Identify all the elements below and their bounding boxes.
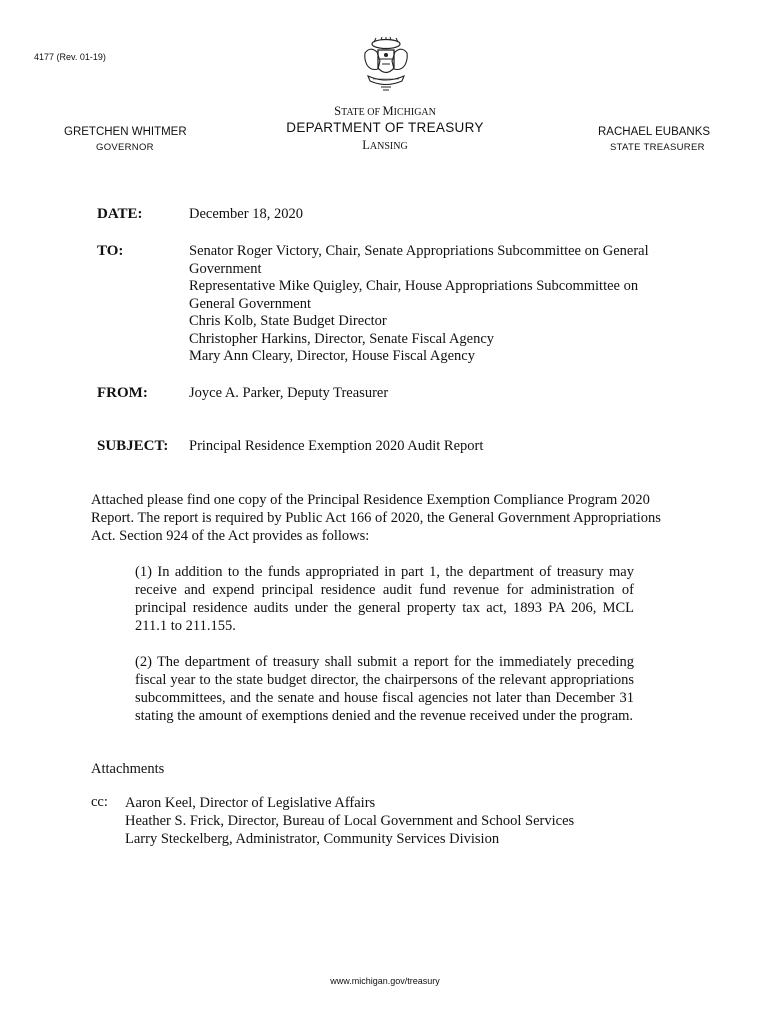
intro-line: Act. Section 924 of the Act provides as follows: xyxy=(91,528,370,544)
from-value: Joyce A. Parker, Deputy Treasurer xyxy=(189,385,389,401)
department-name: DEPARTMENT OF TREASURY xyxy=(286,120,484,135)
to-line: General Government xyxy=(189,295,311,312)
date-value: December 18, 2020 xyxy=(189,206,303,222)
cc-line: Aaron Keel, Director of Legislative Affairs xyxy=(125,795,376,811)
to-line: Mary Ann Cleary, Director, House Fiscal Agency xyxy=(189,348,475,364)
to-line: Senator Roger Victory, Chair, Senate Appropriations Subcommittee on General xyxy=(189,243,649,259)
intro-paragraph xyxy=(91,491,691,545)
to-label: TO: xyxy=(97,243,124,259)
state-name xyxy=(0,104,770,119)
city-part: ANSING xyxy=(369,141,408,152)
city-letter-1: L xyxy=(362,138,370,152)
cc-recipients xyxy=(125,794,574,848)
form-number: 4177 (Rev. 01-19) xyxy=(34,52,106,62)
to-line: Christopher Harkins, Director, Senate Fiscal Agency xyxy=(189,330,495,347)
cc-line: Heather S. Frick, Director, Bureau of Local Government and School Services xyxy=(125,813,575,829)
state-part-1: TATE OF xyxy=(341,107,383,118)
treasurer-name: RACHAEL EUBANKS xyxy=(598,126,711,138)
governor-name: GRETCHEN WHITMER xyxy=(64,126,187,138)
intro-line: Attached please find one copy of the Principal Residence Exemption Compliance Program 2020 xyxy=(91,492,650,508)
to-line: Chris Kolb, State Budget Director xyxy=(189,313,387,329)
to-line: Representative Mike Quigley, Chair, House Appropriations Subcommittee on xyxy=(189,278,639,294)
subject-value: Principal Residence Exemption 2020 Audit Report xyxy=(189,438,484,454)
to-line: Government xyxy=(189,260,262,277)
quoted-section-2: (2) The department of treasury shall submit a report for the immediately preceding fiscal year to the state budget director, the chairpersons of the relevant appropriations subcommittees, and the senate and house fiscal agencies not later than December 31 stating the amount of exemptions denied and the revenue received under the program. xyxy=(135,654,634,724)
quoted-section-1: (1) In addition to the funds appropriated in part 1, the department of treasury may receive and expend principal residence audit fund revenue for administration of principal residence audits under the general property tax act, 1893 PA 206, MCL 211.1 to 211.155. xyxy=(135,564,634,634)
attachments-label: Attachments xyxy=(91,761,165,777)
treasurer-title: STATE TREASURER xyxy=(610,142,705,153)
state-letter-1: S xyxy=(334,104,342,118)
date-label: DATE: xyxy=(97,206,143,222)
intro-line: Report. The report is required by Public Act 166 of 2020, the General Government Appropriations xyxy=(91,510,661,526)
michigan-state-seal-icon xyxy=(361,37,411,93)
subject-label: SUBJECT: xyxy=(97,438,169,454)
cc-line: Larry Steckelberg, Administrator, Community Services Division xyxy=(125,831,500,847)
state-part-2: ICHIGAN xyxy=(393,107,436,118)
footer-website-link[interactable]: www.michigan.gov/treasury xyxy=(330,976,440,986)
to-recipients xyxy=(189,243,689,366)
state-letter-2: M xyxy=(382,104,394,118)
from-label: FROM: xyxy=(97,385,148,401)
cc-label: cc: xyxy=(91,794,108,810)
governor-title: GOVERNOR xyxy=(96,142,154,153)
